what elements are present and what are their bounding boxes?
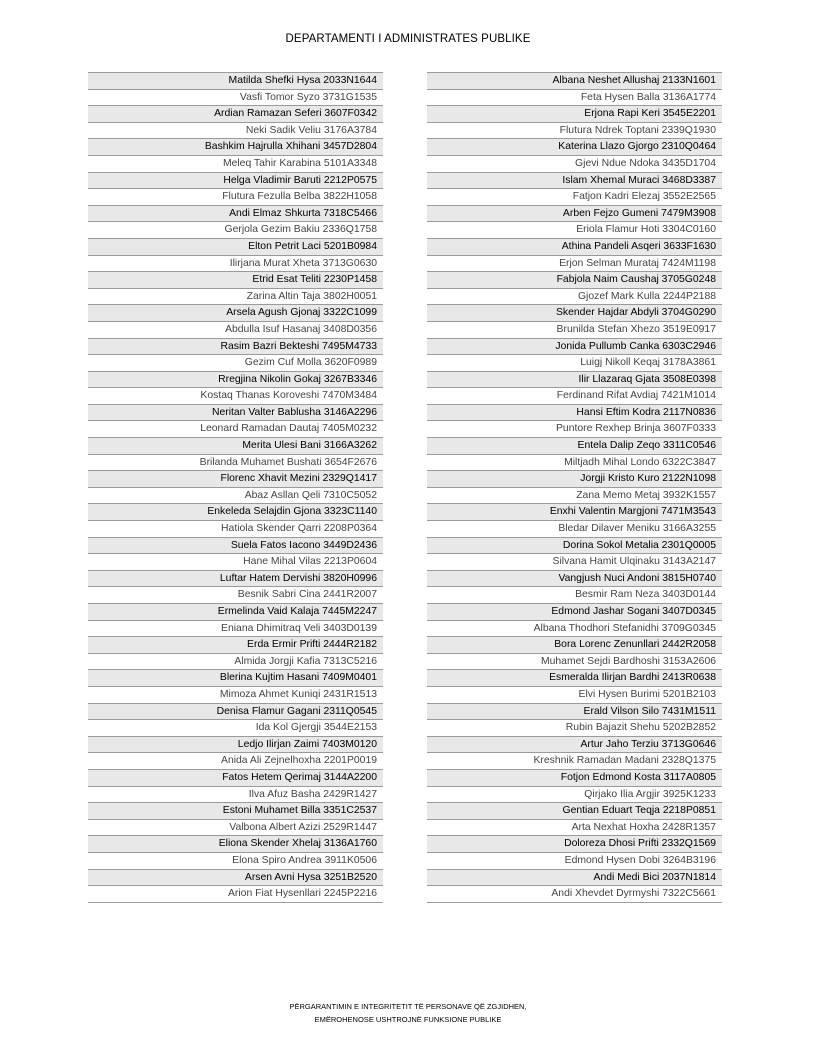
list-item: Zarina Altin Taja 3802H0051 xyxy=(88,289,383,306)
list-item: Leonard Ramadan Dautaj 7405M0232 xyxy=(88,421,383,438)
list-item: Ledjo Ilirjan Zaimi 7403M0120 xyxy=(88,737,383,754)
list-item: Gezim Cuf Molla 3620F0989 xyxy=(88,355,383,372)
list-item: Besmir Ram Neza 3403D0144 xyxy=(427,587,722,604)
list-item: Athina Pandeli Asqeri 3633F1630 xyxy=(427,239,722,256)
list-item: Denisa Flamur Gagani 2311Q0545 xyxy=(88,704,383,721)
list-item: Rregjina Nikolin Gokaj 3267B3346 xyxy=(88,372,383,389)
list-item: Gjozef Mark Kulla 2244P2188 xyxy=(427,289,722,306)
list-item: Arion Fiat Hysenllari 2245P2216 xyxy=(88,886,383,903)
list-item: Blerina Kujtim Hasani 7409M0401 xyxy=(88,670,383,687)
list-item: Edmond Hysen Dobi 3264B3196 xyxy=(427,853,722,870)
list-item: Eliona Skender Xhelaj 3136A1760 xyxy=(88,836,383,853)
list-item: Feta Hysen Balla 3136A1774 xyxy=(427,90,722,107)
list-item: Fatos Hetem Qerimaj 3144A2200 xyxy=(88,770,383,787)
list-item: Hansi Eftim Kodra 2117N0836 xyxy=(427,405,722,422)
list-item: Gerjola Gezim Bakiu 2336Q1758 xyxy=(88,222,383,239)
list-item: Brunilda Stefan Xhezo 3519E0917 xyxy=(427,322,722,339)
list-item: Kostaq Thanas Koroveshi 7470M3484 xyxy=(88,388,383,405)
list-item: Ida Kol Gjergji 3544E2153 xyxy=(88,720,383,737)
list-item: Qirjako Ilia Argjir 3925K1233 xyxy=(427,787,722,804)
list-item: Meleq Tahir Karabina 5101A3348 xyxy=(88,156,383,173)
footer-line-1: PËRGARANTIMIN E INTEGRITETIT TË PERSONAVE QË ZGJIDHEN, xyxy=(289,1002,527,1011)
list-item: Dorina Sokol Metalia 2301Q0005 xyxy=(427,538,722,555)
list-item: Eriola Flamur Hoti 3304C0160 xyxy=(427,222,722,239)
list-item: Erda Ermir Prifti 2444R2182 xyxy=(88,637,383,654)
list-item: Enkeleda Selajdin Gjona 3323C1140 xyxy=(88,504,383,521)
list-item: Miltjadh Mihal Londo 6322C3847 xyxy=(427,455,722,472)
list-item: Hane Mihal Vilas 2213P0604 xyxy=(88,554,383,571)
list-item: Ardian Ramazan Seferi 3607F0342 xyxy=(88,106,383,123)
list-item: Katerina Llazo Gjorgo 2310Q0464 xyxy=(427,139,722,156)
list-item: Muhamet Sejdi Bardhoshi 3153A2606 xyxy=(427,654,722,671)
list-item: Matilda Shefki Hysa 2033N1644 xyxy=(88,73,383,90)
left-name-column xyxy=(88,72,383,903)
list-item: Esmeralda Ilirjan Bardhi 2413R0638 xyxy=(427,670,722,687)
list-item: Luftar Hatem Dervishi 3820H0996 xyxy=(88,571,383,588)
list-item: Enxhi Valentin Margjoni 7471M3543 xyxy=(427,504,722,521)
list-item: Andi Medi Bici 2037N1814 xyxy=(427,870,722,887)
list-item: Florenc Xhavit Mezini 2329Q1417 xyxy=(88,471,383,488)
list-item: Entela Dalip Zeqo 3311C0546 xyxy=(427,438,722,455)
list-item: Fotjon Edmond Kosta 3117A0805 xyxy=(427,770,722,787)
page-title: DEPARTAMENTI I ADMINISTRATES PUBLIKE xyxy=(285,33,531,45)
list-item: Neritan Valter Bablusha 3146A2296 xyxy=(88,405,383,422)
list-item: Ilir Llazaraq Gjata 3508E0398 xyxy=(427,372,722,389)
list-item: Neki Sadik Veliu 3176A3784 xyxy=(88,123,383,140)
list-item: Flutura Ndrek Toptani 2339Q1930 xyxy=(427,123,722,140)
list-item: Valbona Albert Azizi 2529R1447 xyxy=(88,820,383,837)
list-item: Jorgji Kristo Kuro 2122N1098 xyxy=(427,471,722,488)
list-item: Flutura Fezulla Belba 3822H1058 xyxy=(88,189,383,206)
list-item: Ilirjana Murat Xheta 3713G0630 xyxy=(88,256,383,273)
list-item: Brilanda Muhamet Bushati 3654F2676 xyxy=(88,455,383,472)
list-item: Ferdinand Rifat Avdiaj 7421M1014 xyxy=(427,388,722,405)
list-item: Estoni Muhamet Billa 3351C2537 xyxy=(88,803,383,820)
list-item: Erjona Rapi Keri 3545E2201 xyxy=(427,106,722,123)
list-item: Arta Nexhat Hoxha 2428R1357 xyxy=(427,820,722,837)
footer-line-2: EMËROHENOSE USHTROJNË FUNKSIONE PUBLIKE xyxy=(314,1015,502,1024)
list-item: Merita Ulesi Bani 3166A3262 xyxy=(88,438,383,455)
list-item: Abdulla Isuf Hasanaj 3408D0356 xyxy=(88,322,383,339)
list-item: Elton Petrit Laci 5201B0984 xyxy=(88,239,383,256)
list-item: Etrid Esat Teliti 2230P1458 xyxy=(88,272,383,289)
list-item: Doloreza Dhosi Prifti 2332Q1569 xyxy=(427,836,722,853)
list-item: Mimoza Ahmet Kuniqi 2431R1513 xyxy=(88,687,383,704)
list-item: Fabjola Naim Caushaj 3705G0248 xyxy=(427,272,722,289)
list-item: Fatjon Kadri Elezaj 3552E2565 xyxy=(427,189,722,206)
list-item: Besnik Sabri Cina 2441R2007 xyxy=(88,587,383,604)
list-item: Erjon Selman Murataj 7424M1198 xyxy=(427,256,722,273)
list-item: Hatiola Skender Qarri 2208P0364 xyxy=(88,521,383,538)
list-item: Skender Hajdar Abdyli 3704G0290 xyxy=(427,305,722,322)
list-item: Zana Memo Metaj 3932K1557 xyxy=(427,488,722,505)
list-item: Silvana Hamit Ulqinaku 3143A2147 xyxy=(427,554,722,571)
list-item: Albana Neshet Allushaj 2133N1601 xyxy=(427,73,722,90)
list-item: Edmond Jashar Sogani 3407D0345 xyxy=(427,604,722,621)
list-item: Abaz Asllan Qeli 7310C5052 xyxy=(88,488,383,505)
list-item: Puntore Rexhep Brinja 3607F0333 xyxy=(427,421,722,438)
list-item: Erald Vilson Silo 7431M1511 xyxy=(427,704,722,721)
list-item: Ilva Afuz Basha 2429R1427 xyxy=(88,787,383,804)
list-item: Arsela Agush Gjonaj 3322C1099 xyxy=(88,305,383,322)
list-item: Kreshnik Ramadan Madani 2328Q1375 xyxy=(427,753,722,770)
page-footer xyxy=(0,1000,816,1026)
list-item: Vangjush Nuci Andoni 3815H0740 xyxy=(427,571,722,588)
right-name-column xyxy=(427,72,722,903)
list-item: Arben Fejzo Gumeni 7479M3908 xyxy=(427,206,722,223)
list-item: Ermelinda Vaid Kalaja 7445M2247 xyxy=(88,604,383,621)
list-item: Jonida Pullumb Canka 6303C2946 xyxy=(427,339,722,356)
list-item: Gjevi Ndue Ndoka 3435D1704 xyxy=(427,156,722,173)
list-item: Albana Thodhori Stefanidhi 3709G0345 xyxy=(427,621,722,638)
list-item: Bledar Dilaver Meniku 3166A3255 xyxy=(427,521,722,538)
list-item: Bora Lorenc Zenunllari 2442R2058 xyxy=(427,637,722,654)
list-item: Arsen Avni Hysa 3251B2520 xyxy=(88,870,383,887)
list-item: Suela Fatos Iacono 3449D2436 xyxy=(88,538,383,555)
list-item: Andi Elmaz Shkurta 7318C5466 xyxy=(88,206,383,223)
list-item: Vasfi Tomor Syzo 3731G1535 xyxy=(88,90,383,107)
list-item: Gentian Eduart Teqja 2218P0851 xyxy=(427,803,722,820)
list-item: Artur Jaho Terziu 3713G0646 xyxy=(427,737,722,754)
list-item: Bashkim Hajrulla Xhihani 3457D2804 xyxy=(88,139,383,156)
list-item: Andi Xhevdet Dyrmyshi 7322C5661 xyxy=(427,886,722,903)
list-item: Elvi Hysen Burimi 5201B2103 xyxy=(427,687,722,704)
list-item: Islam Xhemal Muraci 3468D3387 xyxy=(427,173,722,190)
list-item: Rasim Bazri Bekteshi 7495M4733 xyxy=(88,339,383,356)
list-item: Almida Jorgji Kafia 7313C5216 xyxy=(88,654,383,671)
list-item: Luigj Nikoll Keqaj 3178A3861 xyxy=(427,355,722,372)
list-item: Eniana Dhimitraq Veli 3403D0139 xyxy=(88,621,383,638)
list-item: Rubin Bajazit Shehu 5202B2852 xyxy=(427,720,722,737)
list-item: Helga Vladimir Baruti 2212P0575 xyxy=(88,173,383,190)
list-item: Anida Ali Zejnelhoxha 2201P0019 xyxy=(88,753,383,770)
list-item: Elona Spiro Andrea 3911K0506 xyxy=(88,853,383,870)
